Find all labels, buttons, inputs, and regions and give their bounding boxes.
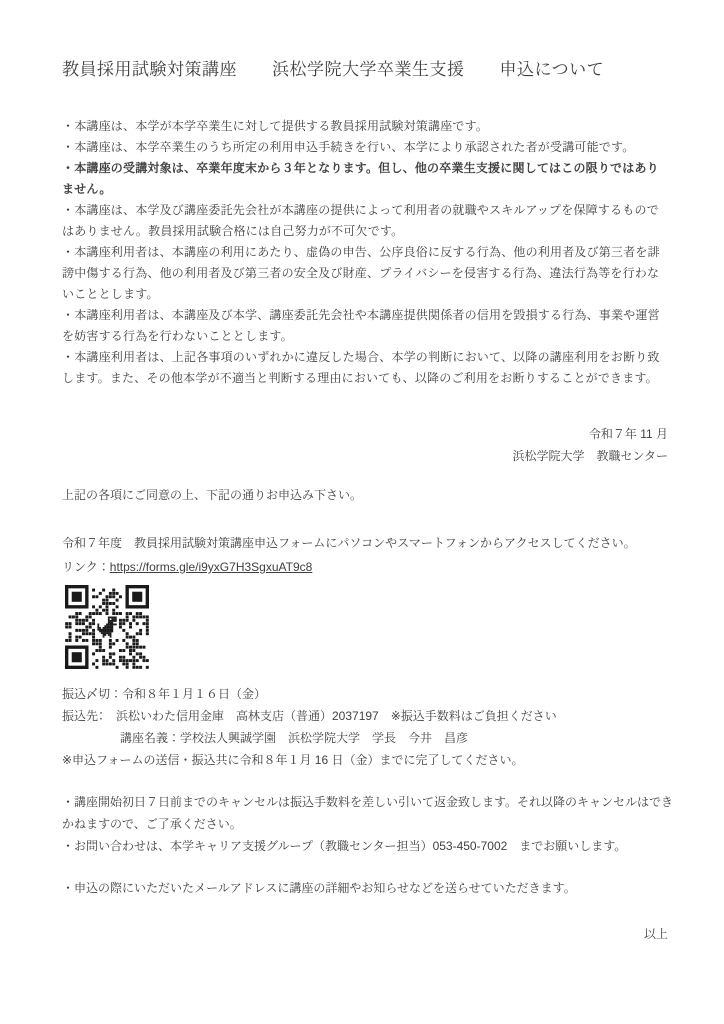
term-item: ・本講座は、本学卒業生のうち所定の利用申込手続きを行い、本学により承認された者が受講可能です。	[62, 140, 635, 154]
application-form-link[interactable]: https://forms.gle/i9yxG7H3SgxuAT9c8	[109, 560, 313, 574]
term-item-eligibility: ・本講座の受講対象は、卒業年度末から３年となります。但し、他の卒業生支援に関してはこの限りではありません。	[62, 161, 659, 196]
notes-section	[62, 791, 674, 857]
term-item: ・本講座は、本学及び講座委託先会社が本講座の提供によって利用者の就職やスキルアップを保障するものではありません。教員採用試験合格には自己努力が不可欠です。	[62, 203, 659, 238]
issued-date: 令和７年 11 月	[588, 427, 668, 441]
page-title: 教員採用試験対策講座 浜松学院大学卒業生支援 申込について	[62, 60, 605, 79]
agreement-line: 上記の各項にご同意の上、下記の通りお申込み下さい。	[62, 488, 363, 502]
payment-account: 振込先： 浜松いわた信用金庫 高林支店（普通）2037197 ※振込手数料はご負担ください	[62, 709, 557, 723]
terms-section	[62, 116, 668, 389]
note-contact: ・お問い合わせは、本学キャリア支援グループ（教職センター担当）053-450-7002 までお願いします。	[62, 839, 627, 853]
term-item: ・本講座利用者は、本講座及び本学、講座委託先会社や本講座提供関係者の信用を毀損する行為、事業や運営を妨害する行為を行わないこととします。	[62, 308, 660, 343]
payment-account-name: 講座名義：学校法人興誠学園 浜松学院大学 学長 今井 昌彦	[120, 731, 469, 745]
qr-code-icon	[65, 585, 149, 669]
payment-note: ※申込フォームの送信・振込共に令和８年１月 16 日（金）までに完了してください。	[62, 753, 524, 767]
payment-section	[62, 683, 666, 771]
application-link-line	[62, 556, 666, 578]
term-item: ・本講座は、本学が本学卒業生に対して提供する教員採用試験対策講座です。	[62, 119, 489, 133]
payment-deadline: 振込〆切：令和８年１月１６日（金）	[62, 687, 267, 701]
term-item: ・本講座利用者は、本講座の利用にあたり、虚偽の申告、公序良俗に反する行為、他の利用者及び第三者を誹謗中傷する行為、他の利用者及び第三者の安全及び財産、プライバシーを侵害する行為、違法行為等を行わないこととします。	[62, 245, 660, 301]
link-label: リンク：	[62, 560, 110, 574]
application-intro: 令和７年度 教員採用試験対策講座申込フォームにパソコンやスマートフォンからアクセスしてください。	[62, 536, 636, 550]
qr-code-svg	[65, 585, 149, 669]
closing-ijou: 以上	[643, 927, 668, 941]
issued-org: 浜松学院大学 教職センター	[512, 449, 668, 463]
term-item: ・本講座利用者は、上記各事項のいずれかに違反した場合、本学の判断において、以降の講座利用をお断り致します。また、その他本学が不適当と判断する理由においても、以降のご利用をお断りすることができます。	[62, 350, 660, 385]
issued-block	[62, 423, 668, 467]
note-cancel: ・講座開始初日７日前までのキャンセルは振込手数料を差しい引いて返金致します。それ以降のキャンセルはできかねますので、ご了承ください。	[62, 795, 674, 831]
mail-note: ・申込の際にいただいたメールアドレスに講座の詳細やお知らせなどを送らせていただきます。	[62, 881, 576, 895]
